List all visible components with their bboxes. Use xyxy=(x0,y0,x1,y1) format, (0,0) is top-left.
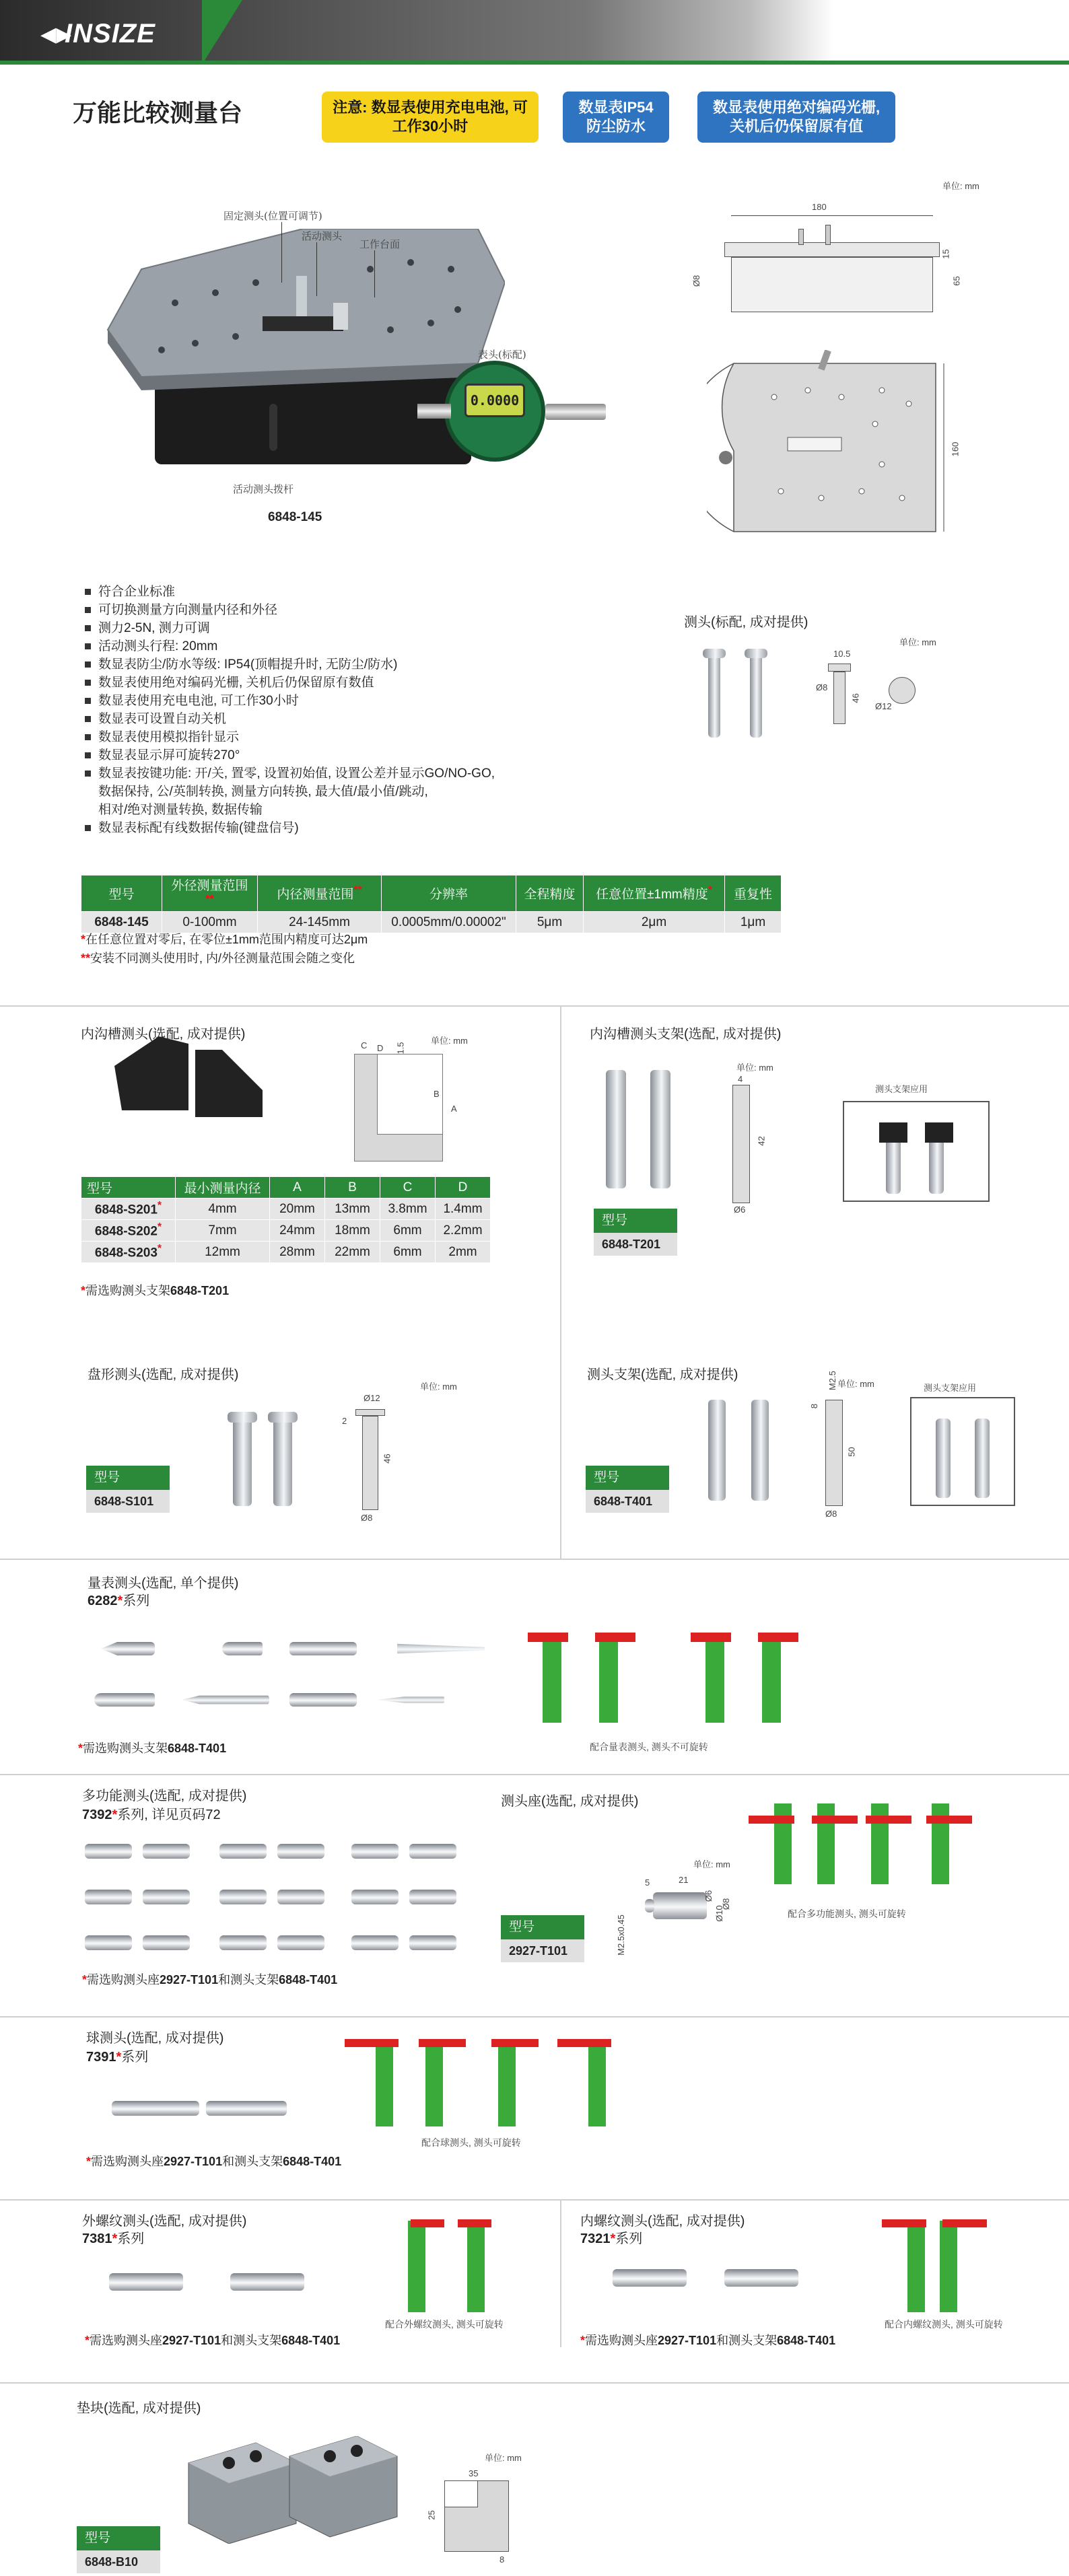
dim-1-5: 1.5 xyxy=(395,1042,406,1054)
probe-holder-app-label: 测头支架应用 xyxy=(924,1383,977,1393)
disc-drawing-head xyxy=(355,1409,385,1416)
spec-th: 任意位置±1mm精度* xyxy=(584,875,725,912)
app-block xyxy=(925,1122,953,1143)
probe-holder-pin xyxy=(751,1400,769,1501)
column-divider xyxy=(560,2201,561,2347)
probe-part xyxy=(289,1693,357,1707)
label-work-surface: 工作台面 xyxy=(359,238,401,250)
column-divider xyxy=(560,1007,561,1559)
groove-row xyxy=(81,1242,491,1263)
model-header: 型号 xyxy=(586,1466,669,1490)
star-mark: * xyxy=(117,1594,123,1608)
disc-probe-pin xyxy=(233,1419,252,1506)
ext-thread-note: *需选购测头座2927-T101和测头支架6848-T401 xyxy=(85,2334,341,2347)
groove-holder-app-frame xyxy=(843,1101,990,1202)
std-probe-face-circle xyxy=(889,677,916,704)
dim-d12: Ø12 xyxy=(364,1393,380,1403)
dim-h42: 42 xyxy=(756,1136,767,1146)
label-moving-head: 活动测头 xyxy=(302,230,343,242)
probe-seat-model xyxy=(501,1915,584,1962)
groove-cell: 6mm xyxy=(380,1220,436,1242)
dim-w4: 4 xyxy=(738,1074,743,1084)
dim-h50: 50 xyxy=(846,1447,857,1457)
probe-part xyxy=(85,1890,132,1904)
groove-probe-block xyxy=(195,1050,263,1117)
groove-probe-block xyxy=(114,1036,188,1110)
std-probe-unit: 单位: mm xyxy=(899,637,936,647)
groove-cell: 20mm xyxy=(270,1198,325,1220)
groove-holder-title: 内沟槽测头支架(选配, 成对提供) xyxy=(590,1027,782,1042)
std-probe-pin xyxy=(708,654,720,738)
holder-bar xyxy=(940,2221,957,2312)
red-probe xyxy=(345,2039,399,2047)
groove-th: D xyxy=(436,1177,491,1198)
probe-holder-unit: 单位: mm xyxy=(837,1379,874,1389)
feature-item: 数显表使用绝对编码光栅, 关机后仍保留原有数值 xyxy=(83,674,568,692)
spec-cell: 0.0005mm/0.00002" xyxy=(382,912,516,933)
spec-th: 内径测量范围** xyxy=(258,875,382,912)
dim-d8: Ø8 xyxy=(691,275,702,287)
probe-seat-unit: 单位: mm xyxy=(693,1859,730,1869)
disc-probe-model xyxy=(86,1466,170,1513)
dim-10-5: 10.5 xyxy=(833,649,851,659)
int-thread-part xyxy=(724,2269,798,2287)
model-header: 型号 xyxy=(501,1915,584,1939)
probe-seat-drawing xyxy=(653,1892,707,1919)
feature-item-cont: 相对/绝对测量转换, 数据传输 xyxy=(98,803,263,817)
groove-th: 最小测量内径 xyxy=(176,1177,270,1198)
red-probe xyxy=(866,1816,911,1824)
spec-th: 型号 xyxy=(81,875,162,912)
notice-ip54: 数显表IP54 防尘防水 xyxy=(563,92,669,143)
probe-part xyxy=(94,1693,155,1707)
ball-probe-title: 球测头(选配, 成对提供) xyxy=(86,2031,224,2046)
groove-cell: 22mm xyxy=(325,1242,380,1263)
holder-bar xyxy=(408,2221,425,2312)
probe-part xyxy=(219,1890,267,1904)
groove-probe-title: 内沟槽测头(选配, 成对提供) xyxy=(81,1027,246,1042)
red-probe xyxy=(812,1816,858,1824)
disc-probe-title: 盘形测头(选配, 成对提供) xyxy=(88,1367,239,1382)
groove-cell: 12mm xyxy=(176,1242,270,1263)
groove-header-row xyxy=(81,1177,491,1198)
spacer-blocks xyxy=(175,2436,404,2544)
probe-seat-title: 测头座(选配, 成对提供) xyxy=(501,1794,639,1809)
groove-cell: 6mm xyxy=(380,1242,436,1263)
dim-h2: 2 xyxy=(342,1416,347,1426)
model-header: 型号 xyxy=(86,1466,170,1490)
dim-d8: Ø8 xyxy=(721,1898,732,1910)
dim-d8: Ø8 xyxy=(825,1509,837,1519)
groove-holder-drawing xyxy=(732,1085,750,1203)
indicator-mount xyxy=(417,404,451,419)
spec-note-1: *在任意位置对零后, 在零位±1mm范围内精度可达2μm xyxy=(81,933,368,946)
red-probe xyxy=(411,2219,444,2227)
feature-item: 活动测头行程: 20mm xyxy=(83,637,568,655)
model-value: 2927-T101 xyxy=(501,1939,584,1962)
dim-d10: Ø10 xyxy=(714,1905,724,1922)
dim-h65: 65 xyxy=(951,276,962,286)
feature-item: 数显表可设置自动关机 xyxy=(83,710,568,728)
multi-probe-grid xyxy=(85,1844,475,1958)
int-thread-note: *需选购测头座2927-T101和测头支架6848-T401 xyxy=(580,2334,836,2347)
int-thread-title: 内螺纹测头(选配, 成对提供) xyxy=(580,2214,745,2229)
probe-part xyxy=(409,1844,456,1859)
groove-th: 型号 xyxy=(81,1177,176,1198)
model-value: 6848-S101 xyxy=(86,1490,170,1513)
indicator-probe-note: *需选购测头支架6848-T401 xyxy=(78,1742,227,1755)
section-divider xyxy=(0,1774,1069,1775)
probe-part xyxy=(277,1844,324,1859)
red-probe xyxy=(926,1816,972,1824)
multi-probe-series: 7392*系列, 详见页码72 xyxy=(82,1808,221,1822)
probe-part xyxy=(277,1935,324,1950)
indicator-screen: 0.0000 xyxy=(464,384,525,417)
ext-thread-caption: 配合外螺纹测头, 测头可旋转 xyxy=(385,2319,504,2330)
dim-h8: 8 xyxy=(809,1403,820,1409)
holder-bar xyxy=(705,1635,724,1723)
int-thread-caption: 配合内螺纹测头, 测头可旋转 xyxy=(885,2319,1003,2330)
ext-thread-part xyxy=(109,2273,183,2291)
probe-holder-pin xyxy=(708,1400,726,1501)
probe-seat-thread xyxy=(645,1899,654,1912)
ball-probe-note: *需选购测头座2927-T101和测头支架6848-T401 xyxy=(86,2155,342,2168)
probe-part xyxy=(143,1935,190,1950)
feature-item: 测力2-5N, 测力可调 xyxy=(83,619,568,637)
groove-cell: 2.2mm xyxy=(436,1220,491,1242)
groove-holder-model xyxy=(594,1209,677,1256)
section-divider xyxy=(0,1005,1069,1007)
holder-bar xyxy=(907,2221,925,2312)
lever-handle xyxy=(269,404,277,451)
disc-probe-pin xyxy=(273,1419,292,1506)
std-probe-pin xyxy=(750,654,762,738)
base-outline xyxy=(731,257,933,312)
model-header: 型号 xyxy=(77,2526,160,2550)
dim-h160: 160 xyxy=(950,441,961,457)
model-value: 6848-T401 xyxy=(586,1490,669,1513)
spec-table xyxy=(81,875,782,933)
probe-holder-app-frame xyxy=(910,1397,1015,1506)
red-probe xyxy=(942,2219,987,2227)
leader-line xyxy=(281,222,282,283)
feature-item: 数显表按键功能: 开/关, 置零, 设置初始值, 设置公差并显示GO/NO-GO, xyxy=(83,764,568,783)
dim-line xyxy=(731,215,933,216)
model-value: 6848-T201 xyxy=(594,1233,677,1256)
spacer xyxy=(0,1343,560,1345)
groove-probe-table xyxy=(81,1176,491,1263)
dim-d8: 8 xyxy=(499,2554,505,2565)
indicator-probe-row-1 xyxy=(94,1635,471,1662)
feature-item: 数显表防尘/防水等级: IP54(顶帽提升时, 无防尘/防水) xyxy=(83,655,568,674)
groove-cell: 13mm xyxy=(325,1198,380,1220)
probe-part xyxy=(182,1694,269,1705)
dim-d12: Ø12 xyxy=(875,701,892,711)
plate-outline xyxy=(724,242,940,257)
feature-item: 数显表使用充电电池, 可工作30小时 xyxy=(83,692,568,710)
indicator-probe-title: 量表测头(选配, 单个提供) xyxy=(88,1576,239,1591)
ball-probe-series: 7391*系列 xyxy=(86,2050,149,2065)
dim-h15: 15 xyxy=(940,249,951,259)
app-pin xyxy=(936,1419,951,1498)
groove-th: B xyxy=(325,1177,380,1198)
holder-bar xyxy=(588,2046,606,2126)
std-probe-title: 测头(标配, 成对提供) xyxy=(684,615,808,630)
spec-cell: 1μm xyxy=(725,912,782,933)
multi-probe-note: *需选购测头座2927-T101和测头支架6848-T401 xyxy=(82,1973,338,1987)
probe-part xyxy=(351,1890,399,1904)
section-divider xyxy=(0,2382,1069,2384)
header-accent xyxy=(202,0,242,65)
notice-battery: 注意: 数显表使用充电电池, 可工作30小时 xyxy=(322,92,539,143)
page-title: 万能比较测量台 xyxy=(73,99,243,127)
red-probe xyxy=(491,2039,539,2047)
probe-part xyxy=(277,1890,324,1904)
notice-encoder: 数显表使用绝对编码光栅, 关机后仍保留原有值 xyxy=(697,92,895,143)
red-probe xyxy=(882,2219,926,2227)
spacer-unit: 单位: mm xyxy=(485,2453,522,2463)
indicator-stem xyxy=(545,404,606,420)
side-view-drawing xyxy=(691,202,962,330)
holder-bar xyxy=(425,2046,443,2126)
spacer-cutout xyxy=(444,2480,478,2507)
label-indicator: 表头(标配) xyxy=(478,349,526,361)
holder-bar xyxy=(599,1635,618,1723)
dim-d8: Ø8 xyxy=(361,1513,373,1523)
dim-d6: Ø6 xyxy=(703,1890,714,1902)
section-divider xyxy=(0,1559,1069,1560)
dim-d: D xyxy=(377,1043,384,1053)
dim-c: C xyxy=(361,1040,368,1050)
feature-item: 数显表使用模拟指针显示 xyxy=(83,728,568,746)
groove-cell: 7mm xyxy=(176,1220,270,1242)
groove-cell: 24mm xyxy=(270,1220,325,1242)
spacer-title: 垫块(选配, 成对提供) xyxy=(77,2401,201,2416)
red-probe xyxy=(458,2219,491,2227)
feature-item: 数显表显示屏可旋转270° xyxy=(83,746,568,764)
groove-row xyxy=(81,1198,491,1220)
red-probe xyxy=(528,1633,568,1642)
red-probe xyxy=(758,1633,798,1642)
dim-d6: Ø6 xyxy=(734,1205,746,1215)
app-block xyxy=(879,1122,907,1143)
section-divider xyxy=(0,2199,1069,2201)
spec-th: 全程精度 xyxy=(516,875,584,912)
drawing-unit: 单位: mm xyxy=(942,181,979,191)
ext-thread-part xyxy=(230,2273,304,2291)
spec-cell: 5μm xyxy=(516,912,584,933)
disc-probe-head xyxy=(228,1412,257,1423)
dim-a: A xyxy=(451,1104,457,1114)
multi-probe-title: 多功能测头(选配, 成对提供) xyxy=(82,1789,247,1803)
spec-note-2: **安装不同测头使用时, 内/外径测量范围会随之变化 xyxy=(81,952,355,965)
groove-holder-pin xyxy=(650,1070,670,1188)
probe-holder-title: 测头支架(选配, 成对提供) xyxy=(587,1367,738,1382)
ball-probe-caption: 配合球测头, 测头可旋转 xyxy=(421,2137,521,2148)
leader-line xyxy=(316,242,317,296)
probe-part xyxy=(289,1642,357,1655)
groove-cell: 18mm xyxy=(325,1220,380,1242)
groove-th: A xyxy=(270,1177,325,1198)
dim-d21: 21 xyxy=(679,1875,689,1885)
section-divider xyxy=(0,2016,1069,2017)
disc-probe-unit: 单位: mm xyxy=(420,1382,457,1392)
probe-part xyxy=(143,1890,190,1904)
dim-h46: 46 xyxy=(382,1454,392,1464)
dim-d5: 5 xyxy=(645,1877,650,1888)
probe-part xyxy=(351,1935,399,1950)
groove-cell: 6848-S203* xyxy=(81,1242,176,1263)
std-probe-head xyxy=(745,649,767,658)
pin-outline xyxy=(825,225,831,245)
probe-part xyxy=(377,1694,444,1705)
spec-cell: 6848-145 xyxy=(81,912,162,933)
groove-probe-note: *需选购测头支架6848-T201 xyxy=(81,1284,230,1297)
probe-part xyxy=(409,1935,456,1950)
feature-list xyxy=(83,583,568,837)
groove-cell: 3.8mm xyxy=(380,1198,436,1220)
groove-row xyxy=(81,1220,491,1242)
groove-cell: 6848-S202* xyxy=(81,1220,176,1242)
work-plate xyxy=(101,229,505,404)
model-header: 型号 xyxy=(594,1209,677,1233)
holder-bar xyxy=(498,2046,516,2126)
red-probe xyxy=(595,1633,635,1642)
spec-th: 重复性 xyxy=(725,875,782,912)
dim-width: 180 xyxy=(812,202,827,212)
logo-arrow-icon: ◀▶ xyxy=(40,24,72,46)
holder-bar xyxy=(376,2046,393,2126)
holder-bar xyxy=(543,1635,561,1723)
app-pin xyxy=(975,1419,990,1498)
probe-seat-caption: 配合多功能测头, 测头可旋转 xyxy=(788,1908,906,1919)
disc-probe-head xyxy=(268,1412,298,1423)
probe-part xyxy=(143,1844,190,1859)
indicator-probe-row-2 xyxy=(94,1686,471,1713)
groove-holder-app-label: 测头支架应用 xyxy=(875,1084,928,1094)
groove-cell: 4mm xyxy=(176,1198,270,1220)
header-stripe xyxy=(0,61,1069,65)
dim-h46: 46 xyxy=(850,693,861,703)
spec-cell: 2μm xyxy=(584,912,725,933)
probe-holder-drawing xyxy=(825,1400,843,1506)
groove-cell: 28mm xyxy=(270,1242,325,1263)
feature-item: 符合企业标准 xyxy=(83,583,568,601)
top-view-drawing xyxy=(707,350,949,545)
dim-h25: 25 xyxy=(426,2510,437,2520)
dim-b: B xyxy=(434,1089,440,1099)
holder-bar xyxy=(762,1635,781,1723)
brand-logo: INSIZE xyxy=(65,19,156,48)
probe-part xyxy=(101,1642,155,1655)
spec-header-row xyxy=(81,875,782,912)
pin-outline xyxy=(798,229,804,245)
ext-thread-series: 7381*系列 xyxy=(82,2231,145,2246)
groove-cell: 2mm xyxy=(436,1242,491,1263)
holder-bar xyxy=(467,2221,485,2312)
red-probe xyxy=(419,2039,466,2047)
probe-part xyxy=(85,1844,132,1859)
std-probe-drawing-shaft xyxy=(833,672,846,724)
feature-item-cont: 数据保持, 公/英制转换, 测量方向转换, 最大值/最小值/跳动, xyxy=(98,785,428,799)
probe-part xyxy=(351,1844,399,1859)
ball-probe-part xyxy=(112,2101,199,2116)
std-probe-drawing-head xyxy=(828,664,851,672)
disc-drawing-shaft xyxy=(362,1416,378,1510)
feature-item: 可切换测量方向测量内径和外径 xyxy=(83,601,568,619)
model-value: 6848-B10 xyxy=(77,2550,160,2573)
label-lever: 活动测头拨杆 xyxy=(233,483,294,495)
int-thread-series: 7321*系列 xyxy=(580,2231,643,2246)
red-probe xyxy=(691,1633,731,1642)
ball-probe-part xyxy=(206,2101,287,2116)
dim-m2-5: M2.5 xyxy=(827,1371,837,1390)
dim-thread: M2.5x0.45 xyxy=(615,1915,626,1956)
groove-th: C xyxy=(380,1177,436,1198)
red-probe xyxy=(749,1816,794,1824)
probe-holder-model xyxy=(586,1466,669,1513)
spec-th: 分辨率 xyxy=(382,875,516,912)
groove-cell: 1.4mm xyxy=(436,1198,491,1220)
indicator-probe-series: 6282*系列 xyxy=(88,1594,150,1608)
red-probe xyxy=(557,2039,611,2047)
int-thread-part xyxy=(613,2269,687,2287)
feature-item: 数显表标配有线数据传输(键盘信号) xyxy=(83,819,568,837)
spec-cell: 0-100mm xyxy=(162,912,258,933)
groove-probe-unit: 单位: mm xyxy=(431,1036,468,1046)
std-probe-head xyxy=(703,649,726,658)
probe-part xyxy=(222,1642,263,1655)
main-model-label: 6848-145 xyxy=(268,510,322,524)
spacer-model xyxy=(77,2526,160,2573)
probe-part xyxy=(85,1935,132,1950)
label-fixed-head: 固定测头(位置可调节) xyxy=(223,210,322,222)
dim-d8: Ø8 xyxy=(816,682,828,692)
groove-holder-unit: 单位: mm xyxy=(736,1063,773,1073)
probe-part xyxy=(219,1935,267,1950)
dim-w35: 35 xyxy=(469,2468,479,2478)
probe-part xyxy=(397,1641,485,1657)
groove-cell: 6848-S201* xyxy=(81,1198,176,1220)
ext-thread-title: 外螺纹测头(选配, 成对提供) xyxy=(82,2214,247,2229)
indicator-probe-caption: 配合量表测头, 测头不可旋转 xyxy=(590,1742,708,1752)
leader-line xyxy=(374,250,375,297)
probe-part xyxy=(409,1890,456,1904)
probe-part xyxy=(219,1844,267,1859)
spec-th: 外径测量范围** xyxy=(162,875,258,912)
groove-holder-pin xyxy=(606,1070,626,1188)
spec-cell: 24-145mm xyxy=(258,912,382,933)
